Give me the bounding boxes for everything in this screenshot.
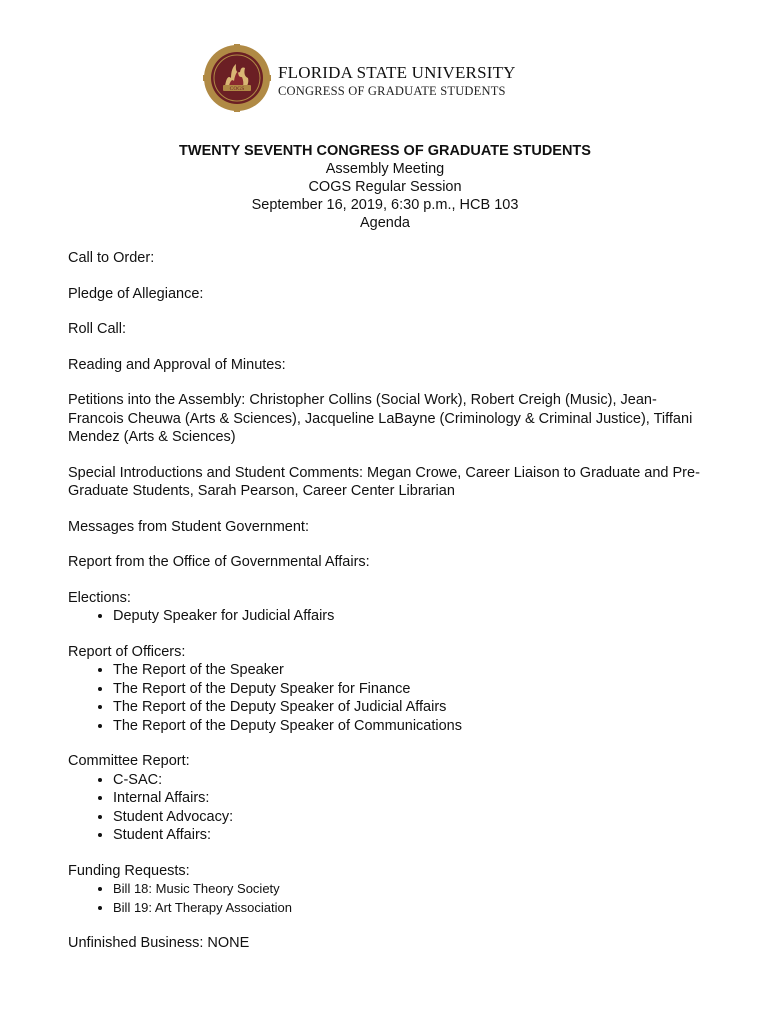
meeting-date-location: September 16, 2019, 6:30 p.m., HCB 103: [251, 197, 519, 213]
unfinished-business: Unfinished Business: NONE: [68, 935, 250, 951]
meeting-type: Assembly Meeting: [325, 161, 445, 177]
agenda-section-officers: [68, 643, 708, 736]
elections-list: [68, 607, 708, 626]
agenda-section-committee: [68, 752, 708, 845]
agenda-section-special-introductions: [68, 464, 708, 501]
committee-list: [68, 771, 708, 845]
list-item: • Bill 19: Art Therapy Association: [113, 899, 708, 918]
document-heading: [0, 142, 770, 232]
list-item: • The Report of the Deputy Speaker of Communications: [113, 717, 708, 736]
funding-list: [68, 880, 708, 917]
list-item: • Deputy Speaker for Judicial Affairs: [113, 607, 708, 626]
pledge-of-allegiance: Pledge of Allegiance:: [68, 285, 204, 302]
list-item: • C-SAC:: [113, 771, 708, 790]
officers-list: [68, 661, 708, 735]
agenda-section-petitions: [68, 391, 708, 447]
list-item: • The Report of the Deputy Speaker for Finance: [113, 680, 708, 699]
approval-of-minutes: Reading and Approval of Minutes:: [68, 356, 286, 373]
elections-label: Elections:: [68, 589, 131, 606]
list-item: • The Report of the Speaker: [113, 661, 708, 680]
agenda-section-minutes: [68, 356, 708, 375]
agenda-section-call-to-order: [68, 249, 708, 268]
list-item: • Bill 18: Music Theory Society: [113, 880, 708, 899]
agenda-body: [68, 249, 708, 970]
list-item: • Student Affairs:: [113, 826, 708, 845]
svg-text:COGS: COGS: [229, 86, 245, 92]
list-item: • The Report of the Deputy Speaker of Judicial Affairs: [113, 698, 708, 717]
letterhead: [203, 44, 563, 116]
agenda-section-elections: [68, 589, 708, 626]
roll-call: Roll Call:: [68, 321, 127, 337]
list-item: • Internal Affairs:: [113, 789, 708, 808]
messages-from-student-government: Messages from Student Government:: [68, 518, 309, 535]
agenda-section-funding: [68, 862, 708, 918]
funding-label: Funding Requests:: [68, 862, 190, 879]
agenda-section-messages: [68, 518, 708, 537]
agenda-section-unfinished: [68, 934, 708, 953]
committee-label: Committee Report:: [68, 753, 190, 769]
cogs-seal-logo: [203, 44, 271, 112]
petitions-paragraph: Petitions into the Assembly: Christopher Collins (Social Work), Robert Creigh (Music), Jean-Francois Cheuwa (Arts & Sciences), Jacqueline LaBayne (Criminology & Criminal Justice), Tiffani Mendez (Arts & Sciences): [68, 392, 693, 445]
special-introductions-paragraph: Special Introductions and Student Comments: Megan Crowe, Career Liaison to Graduate and Pre-Graduate Students, Sarah Pearson, Career Center Librarian: [68, 464, 700, 499]
congress-title: TWENTY SEVENTH CONGRESS OF GRADUATE STUDENTS: [179, 143, 591, 159]
session-name: COGS Regular Session: [308, 179, 462, 195]
officers-label: Report of Officers:: [68, 643, 186, 660]
agenda-section-roll-call: [68, 320, 708, 339]
agenda-section-governmental-affairs: [68, 553, 708, 572]
call-to-order: Call to Order:: [68, 250, 155, 266]
letterhead-subtitle: CONGRESS OF GRADUATE STUDENTS: [278, 84, 506, 98]
university-name: FLORIDA STATE UNIVERSITY: [278, 63, 516, 82]
agenda-label: Agenda: [360, 215, 410, 231]
governmental-affairs-report: Report from the Office of Governmental Affairs:: [68, 554, 370, 570]
list-item: • Student Advocacy:: [113, 808, 708, 827]
agenda-section-pledge: [68, 285, 708, 304]
